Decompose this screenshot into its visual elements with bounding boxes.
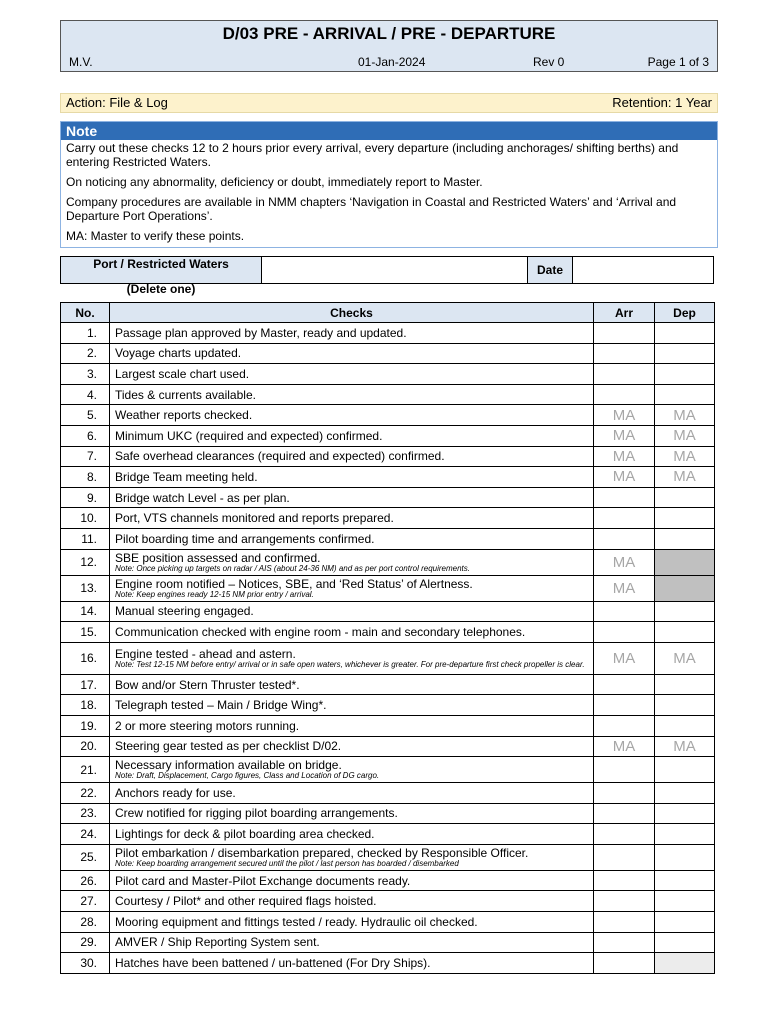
arr-cell[interactable] (594, 844, 655, 870)
check-item (110, 642, 594, 674)
note-paragraph: Company procedures are available in NMM chapters ‘Navigation in Coastal and Restricted Waters’ and ‘Arrival and Departure Port Operations’. (66, 195, 677, 223)
arr-cell[interactable] (594, 932, 655, 953)
arr-cell[interactable]: MA (594, 425, 655, 446)
row-number: 9. (61, 487, 110, 508)
row-number: 16. (61, 642, 110, 674)
arr-cell[interactable] (594, 912, 655, 933)
check-item (110, 343, 594, 364)
port-label-line1: Port / Restricted Waters (93, 257, 229, 271)
row-number: 21. (61, 757, 110, 783)
row-number: 28. (61, 912, 110, 933)
arr-cell[interactable]: MA (594, 575, 655, 601)
dep-cell[interactable] (655, 343, 715, 364)
arr-cell[interactable] (594, 508, 655, 529)
arr-cell[interactable]: MA (594, 467, 655, 488)
check-note: Note: Keep boarding arrangement secured until the pilot / last person has boarded / disembarked (115, 858, 459, 868)
arr-cell[interactable] (594, 528, 655, 549)
table-row (61, 622, 715, 643)
check-item (110, 891, 594, 912)
dep-cell[interactable] (655, 844, 715, 870)
table-row (61, 695, 715, 716)
revision-label: Rev 0 (533, 55, 565, 69)
arr-cell[interactable] (594, 622, 655, 643)
check-text: AMVER / Ship Reporting System sent. (115, 935, 320, 950)
check-text: Anchors ready for use. (115, 785, 236, 800)
dep-cell[interactable] (655, 824, 715, 845)
date-label: Date (528, 257, 573, 283)
col-header-arr: Arr (594, 303, 655, 323)
check-item (110, 824, 594, 845)
arr-cell[interactable]: MA (594, 642, 655, 674)
row-number: 17. (61, 674, 110, 695)
arr-cell[interactable]: MA (594, 549, 655, 575)
dep-cell[interactable]: MA (655, 642, 715, 674)
col-header-dep: Dep (655, 303, 715, 323)
arr-cell[interactable] (594, 870, 655, 891)
dep-cell[interactable]: MA (655, 736, 715, 757)
arr-cell[interactable] (594, 824, 655, 845)
dep-cell[interactable] (655, 528, 715, 549)
table-row (61, 575, 715, 601)
port-row (60, 256, 714, 296)
arr-cell[interactable]: MA (594, 405, 655, 426)
check-item (110, 736, 594, 757)
check-note: Note: Keep engines ready 12-15 NM prior entry / arrival. (115, 589, 314, 599)
row-number: 13. (61, 575, 110, 601)
table-row (61, 528, 715, 549)
check-item (110, 549, 594, 575)
dep-cell[interactable] (655, 912, 715, 933)
table-row (61, 467, 715, 488)
dep-cell[interactable] (655, 715, 715, 736)
note-paragraph: Carry out these checks 12 to 2 hours prior every arrival, every departure (including anchorages/ shifting berths) and entering Restricted Waters. (66, 141, 679, 169)
table-row (61, 508, 715, 529)
table-row (61, 384, 715, 405)
check-text: 2 or more steering motors running. (115, 718, 300, 733)
row-number: 14. (61, 601, 110, 622)
row-number: 3. (61, 364, 110, 385)
table-row (61, 803, 715, 824)
dep-cell[interactable] (655, 803, 715, 824)
dep-cell[interactable]: MA (655, 446, 715, 467)
check-note: Note: Once picking up targets on radar / AIS (about 24-36 NM) and as per port control requirements. (115, 563, 470, 573)
check-text: Bow and/or Stern Thruster tested*. (115, 677, 300, 692)
row-number: 30. (61, 953, 110, 974)
arr-cell[interactable] (594, 803, 655, 824)
table-row (61, 343, 715, 364)
checks-table-body (61, 323, 715, 974)
row-number: 2. (61, 343, 110, 364)
table-row (61, 870, 715, 891)
arr-cell[interactable] (594, 953, 655, 974)
checks-table (60, 302, 715, 974)
row-number: 22. (61, 783, 110, 804)
check-item (110, 508, 594, 529)
table-row (61, 674, 715, 695)
row-number: 25. (61, 844, 110, 870)
check-text: Communication checked with engine room - main and secondary telephones. (115, 624, 526, 639)
check-item (110, 467, 594, 488)
row-number: 5. (61, 405, 110, 426)
table-row (61, 891, 715, 912)
check-text: Mooring equipment and fittings tested / ready. Hydraulic oil checked. (115, 914, 478, 929)
table-row (61, 783, 715, 804)
check-item (110, 695, 594, 716)
row-number: 26. (61, 870, 110, 891)
check-item (110, 528, 594, 549)
check-item (110, 932, 594, 953)
dep-cell[interactable] (655, 870, 715, 891)
action-label: Action: File & Log (66, 95, 168, 110)
check-item (110, 405, 594, 426)
dep-cell (655, 575, 715, 601)
dep-cell[interactable] (655, 323, 715, 344)
arr-cell[interactable] (594, 364, 655, 385)
check-item (110, 803, 594, 824)
check-note: Note: Test 12-15 NM before entry/ arrival or in safe open waters, whichever is greater. For pre-departure first check propeller is clear. (115, 659, 585, 669)
row-number: 1. (61, 323, 110, 344)
row-number: 24. (61, 824, 110, 845)
date-field[interactable] (573, 257, 713, 283)
vessel-name: M.V. (69, 55, 93, 69)
port-label (61, 257, 262, 296)
dep-cell[interactable]: MA (655, 425, 715, 446)
check-item (110, 622, 594, 643)
row-number: 20. (61, 736, 110, 757)
arr-cell[interactable] (594, 695, 655, 716)
table-row (61, 932, 715, 953)
document-date: 01-Jan-2024 (358, 55, 426, 69)
dep-cell (655, 549, 715, 575)
table-row (61, 601, 715, 622)
row-number: 12. (61, 549, 110, 575)
check-item (110, 953, 594, 974)
table-row (61, 549, 715, 575)
check-item (110, 575, 594, 601)
dep-cell[interactable] (655, 601, 715, 622)
col-header-no: No. (61, 303, 110, 323)
row-number: 4. (61, 384, 110, 405)
check-text: Safe overhead clearances (required and expected) confirmed. (115, 449, 445, 464)
check-item (110, 783, 594, 804)
row-number: 6. (61, 425, 110, 446)
table-row (61, 715, 715, 736)
dep-cell[interactable] (655, 508, 715, 529)
check-text: Crew notified for rigging pilot boarding arrangements. (115, 806, 398, 821)
check-note: Note: Draft, Displacement, Cargo figures, Class and Location of DG cargo. (115, 771, 380, 781)
row-number: 8. (61, 467, 110, 488)
check-text: Lightings for deck & pilot boarding area checked. (115, 827, 375, 842)
note-box (60, 121, 718, 248)
dep-cell[interactable] (655, 364, 715, 385)
arr-cell[interactable] (594, 487, 655, 508)
table-row (61, 405, 715, 426)
table-row (61, 824, 715, 845)
table-header-row (61, 303, 715, 323)
check-text: Telegraph tested – Main / Bridge Wing*. (115, 698, 327, 713)
check-item (110, 757, 594, 783)
table-row (61, 912, 715, 933)
row-number: 27. (61, 891, 110, 912)
check-text: Bridge Team meeting held. (115, 469, 258, 484)
check-text: Pilot boarding time and arrangements confirmed. (115, 531, 375, 546)
action-bar (60, 93, 718, 113)
row-number: 29. (61, 932, 110, 953)
check-text: Minimum UKC (required and expected) confirmed. (115, 428, 383, 443)
arr-cell[interactable] (594, 757, 655, 783)
arr-cell[interactable] (594, 674, 655, 695)
arr-cell[interactable] (594, 323, 655, 344)
check-text: Largest scale chart used. (115, 366, 250, 381)
check-text: Necessary information available on bridge. (115, 758, 342, 773)
check-text: Hatches have been battened / un-battened (For Dry Ships). (115, 956, 431, 971)
check-item (110, 715, 594, 736)
check-text: Manual steering engaged. (115, 604, 254, 619)
check-text: Courtesy / Pilot* and other required flags hoisted. (115, 894, 377, 909)
check-item (110, 674, 594, 695)
table-row (61, 757, 715, 783)
row-number: 18. (61, 695, 110, 716)
dep-cell[interactable] (655, 384, 715, 405)
note-paragraph: MA: Master to verify these points. (66, 229, 245, 243)
arr-cell[interactable] (594, 601, 655, 622)
col-header-checks: Checks (110, 303, 594, 323)
check-item (110, 425, 594, 446)
table-row (61, 364, 715, 385)
check-text: Voyage charts updated. (115, 346, 242, 361)
table-row (61, 446, 715, 467)
check-text: Passage plan approved by Master, ready and updated. (115, 325, 407, 340)
table-row (61, 953, 715, 974)
row-number: 23. (61, 803, 110, 824)
row-number: 7. (61, 446, 110, 467)
check-item (110, 446, 594, 467)
row-number: 11. (61, 528, 110, 549)
check-text: Pilot embarkation / disembarkation prepared, checked by Responsible Officer. (115, 845, 529, 860)
dep-cell[interactable] (655, 953, 715, 974)
document-header (60, 20, 718, 72)
check-item (110, 364, 594, 385)
check-item (110, 487, 594, 508)
check-text: Tides & currents available. (115, 387, 256, 402)
dep-cell[interactable] (655, 487, 715, 508)
retention-label: Retention: 1 Year (612, 95, 712, 110)
table-row (61, 425, 715, 446)
document-title: D/03 PRE - ARRIVAL / PRE - DEPARTURE (222, 24, 556, 43)
dep-cell[interactable] (655, 695, 715, 716)
arr-cell[interactable]: MA (594, 446, 655, 467)
dep-cell[interactable] (655, 622, 715, 643)
table-row (61, 736, 715, 757)
arr-cell[interactable] (594, 343, 655, 364)
check-text: Weather reports checked. (115, 408, 253, 423)
table-row (61, 844, 715, 870)
arr-cell[interactable] (594, 891, 655, 912)
port-label-line2: (Delete one) (126, 282, 196, 296)
dep-cell[interactable] (655, 783, 715, 804)
dep-cell[interactable] (655, 674, 715, 695)
check-item (110, 844, 594, 870)
check-text: Port, VTS channels monitored and reports prepared. (115, 511, 394, 526)
arr-cell[interactable]: MA (594, 736, 655, 757)
arr-cell[interactable] (594, 783, 655, 804)
dep-cell[interactable] (655, 891, 715, 912)
table-row (61, 323, 715, 344)
row-number: 15. (61, 622, 110, 643)
arr-cell[interactable] (594, 715, 655, 736)
check-text: SBE position assessed and confirmed. (115, 550, 321, 565)
check-text: Steering gear tested as per checklist D/02. (115, 739, 342, 754)
dep-cell[interactable]: MA (655, 467, 715, 488)
dep-cell[interactable] (655, 932, 715, 953)
check-item (110, 601, 594, 622)
check-text: Engine room notified – Notices, SBE, and ‘Red Status’ of Alertness. (115, 576, 473, 591)
arr-cell[interactable] (594, 384, 655, 405)
note-heading: Note (61, 122, 717, 140)
table-row (61, 642, 715, 674)
row-number: 10. (61, 508, 110, 529)
check-text: Pilot card and Master-Pilot Exchange documents ready. (115, 873, 411, 888)
page-indicator: Page 1 of 3 (647, 55, 709, 69)
check-item (110, 384, 594, 405)
row-number: 19. (61, 715, 110, 736)
check-item (110, 323, 594, 344)
check-item (110, 912, 594, 933)
table-row (61, 487, 715, 508)
dep-cell[interactable] (655, 757, 715, 783)
note-paragraph: On noticing any abnormality, deficiency or doubt, immediately report to Master. (66, 175, 483, 189)
port-name-field[interactable] (262, 257, 528, 283)
check-text: Bridge watch Level - as per plan. (115, 490, 290, 505)
check-text: Engine tested - ahead and astern. (115, 646, 296, 661)
dep-cell[interactable]: MA (655, 405, 715, 426)
check-item (110, 870, 594, 891)
